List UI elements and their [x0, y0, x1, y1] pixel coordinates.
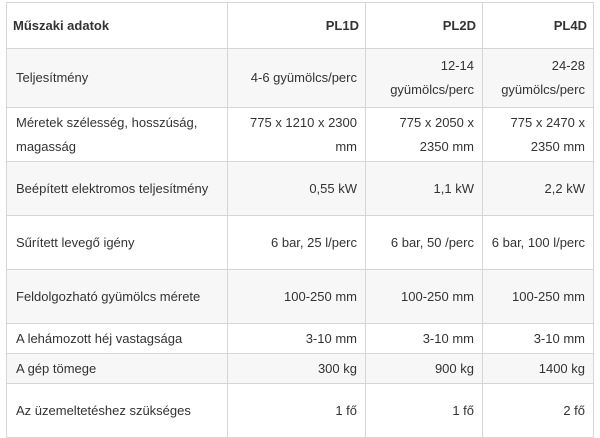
cell-pl1d: 4-6 gyümölcs/perc	[228, 49, 366, 108]
cell-pl2d: 3-10 mm	[366, 324, 483, 354]
cell-pl4d: 24-28 gyümölcs/perc	[483, 49, 594, 108]
table-row	[7, 384, 594, 438]
cell-pl2d: 775 x 2050 x 2350 mm	[366, 108, 483, 162]
cell-pl2d: 12-14 gyümölcs/perc	[366, 49, 483, 108]
row-label-machine-weight: A gép tömege	[7, 354, 228, 384]
row-label-dimensions: Méretek szélesség, hosszúság, magasság	[7, 108, 228, 162]
row-label-fruit-size: Feldolgozható gyümölcs mérete	[7, 270, 228, 324]
row-label-performance: Teljesítmény	[7, 49, 228, 108]
table-row	[7, 108, 594, 162]
cell-pl1d: 1 fő	[228, 384, 366, 438]
cell-pl2d: 1 fő	[366, 384, 483, 438]
cell-pl2d: 100-250 mm	[366, 270, 483, 324]
cell-pl4d: 100-250 mm	[483, 270, 594, 324]
row-label-electrical-power: Beépített elektromos teljesítmény	[7, 162, 228, 216]
cell-pl1d: 0,55 kW	[228, 162, 366, 216]
cell-pl1d: 300 kg	[228, 354, 366, 384]
cell-pl4d: 2 fő	[483, 384, 594, 438]
row-label-peel-thickness: A lehámozott héj vastagsága	[7, 324, 228, 354]
table-row	[7, 324, 594, 354]
header-pl2d: PL2D	[366, 3, 483, 49]
cell-pl1d: 775 x 1210 x 2300 mm	[228, 108, 366, 162]
header-pl1d: PL1D	[228, 3, 366, 49]
table-row	[7, 162, 594, 216]
table-row	[7, 354, 594, 384]
cell-pl4d: 6 bar, 100 l/perc	[483, 216, 594, 270]
cell-pl1d: 3-10 mm	[228, 324, 366, 354]
header-technical-data: Műszaki adatok	[7, 3, 228, 49]
row-label-operators-required: Az üzemeltetéshez szükséges	[7, 384, 228, 438]
cell-pl2d: 1,1 kW	[366, 162, 483, 216]
table-row	[7, 270, 594, 324]
cell-pl4d: 775 x 2470 x 2350 mm	[483, 108, 594, 162]
cell-pl4d: 2,2 kW	[483, 162, 594, 216]
row-label-compressed-air: Sűrített levegő igény	[7, 216, 228, 270]
table-row	[7, 216, 594, 270]
header-pl4d: PL4D	[483, 3, 594, 49]
cell-pl2d: 6 bar, 50 /perc	[366, 216, 483, 270]
cell-pl4d: 3-10 mm	[483, 324, 594, 354]
table-row	[7, 49, 594, 108]
cell-pl1d: 6 bar, 25 l/perc	[228, 216, 366, 270]
cell-pl1d: 100-250 mm	[228, 270, 366, 324]
cell-pl2d: 900 kg	[366, 354, 483, 384]
technical-data-table	[6, 2, 594, 438]
cell-pl4d: 1400 kg	[483, 354, 594, 384]
table-header-row	[7, 3, 594, 49]
